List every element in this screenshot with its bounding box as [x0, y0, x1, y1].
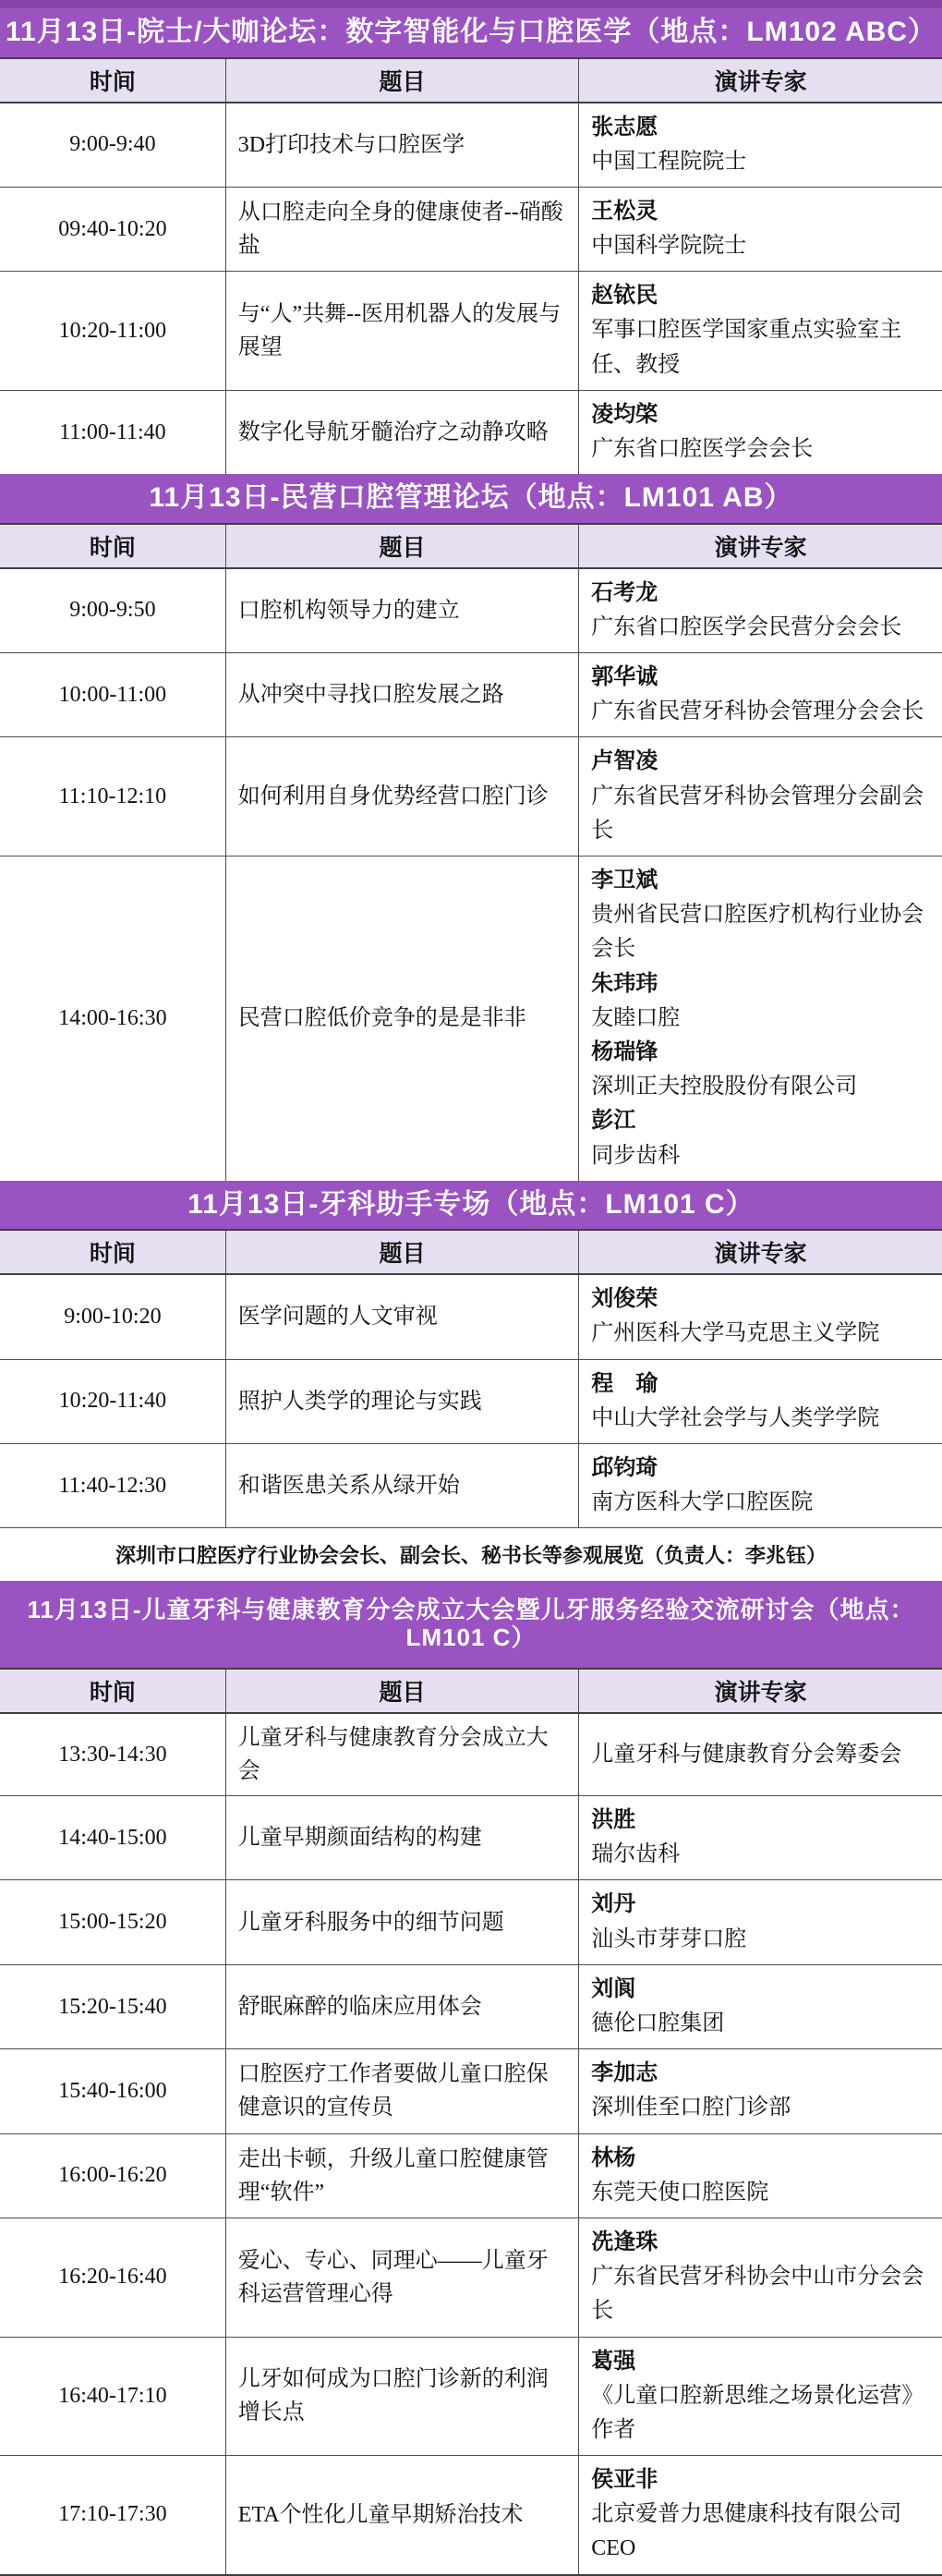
topic-cell: 口腔机构领导力的建立 — [226, 569, 580, 652]
schedule-row — [0, 103, 942, 187]
schedule-row — [0, 187, 942, 271]
topic-cell: 儿童早期颜面结构的构建 — [226, 1796, 580, 1879]
schedule-row — [0, 390, 942, 474]
speaker-affiliation: 中国工程院院士 — [591, 149, 747, 174]
column-header-topic: 题目 — [226, 1670, 580, 1712]
speaker-cell — [579, 2456, 942, 2574]
speaker-affiliation: 北京爱普力思健康科技有限公司CEO — [591, 2502, 902, 2561]
topic-cell: 医学问题的人文审视 — [226, 1275, 580, 1358]
column-header-topic: 题目 — [226, 59, 580, 102]
speaker-affiliation: 广东省口腔医学会民营分会会长 — [591, 614, 902, 639]
column-header-row — [0, 1229, 942, 1275]
section-title-bar: 11月13日-牙科助手专场（地点：LM101 C） — [0, 1181, 942, 1230]
forum-section — [0, 474, 942, 1181]
speaker-affiliation: 东莞天使口腔医院 — [591, 2180, 769, 2205]
speaker-name: 李卫斌 — [591, 869, 658, 893]
topic-cell: 数字化导航牙髓治疗之动静攻略 — [226, 391, 580, 474]
time-cell: 11:10-12:10 — [0, 737, 226, 856]
section-title-bar: 11月13日-儿童牙科与健康教育分会成立大会暨儿牙服务经验交流研讨会（地点：LM101 C） — [0, 1581, 942, 1668]
column-header-row — [0, 523, 942, 569]
topic-cell: 走出卡顿，升级儿童口腔健康管理“软件” — [226, 2134, 580, 2218]
speaker-name: 刘俊荣 — [591, 1287, 658, 1312]
speaker-cell — [579, 1880, 942, 1963]
schedule-row — [0, 1443, 942, 1527]
schedule-row — [0, 2455, 942, 2574]
speaker-cell — [579, 2049, 942, 2132]
speaker-name: 卢智凌 — [591, 749, 658, 774]
speaker-affiliation: 德伦口腔集团 — [591, 2011, 725, 2036]
forum-section — [0, 1581, 942, 2573]
time-cell: 9:00-10:20 — [0, 1275, 226, 1358]
speaker-cell — [579, 1360, 942, 1443]
time-cell: 9:00-9:40 — [0, 103, 226, 187]
speaker-cell — [579, 391, 942, 474]
speaker-name: 张志愿 — [591, 115, 658, 140]
schedule-row — [0, 1964, 942, 2048]
time-cell: 13:30-14:30 — [0, 1714, 226, 1795]
column-header-time: 时间 — [0, 1670, 226, 1712]
topic-cell: 儿牙如何成为口腔门诊新的利润增长点 — [226, 2338, 580, 2456]
speaker-cell — [579, 1444, 942, 1527]
column-header-topic: 题目 — [226, 525, 580, 567]
speaker-affiliation: 同步齿科 — [591, 1143, 681, 1168]
topic-cell: 口腔医疗工作者要做儿童口腔保健意识的宣传员 — [226, 2049, 580, 2132]
speaker-cell — [579, 272, 942, 390]
speaker-cell — [579, 857, 942, 1181]
section-rows — [0, 569, 942, 1181]
time-cell: 9:00-9:50 — [0, 569, 226, 652]
speaker-affiliation: 儿童牙科与健康教育分会筹委会 — [591, 1742, 902, 1767]
speaker-affiliation: 友睦口腔 — [591, 1005, 681, 1030]
column-header-topic: 题目 — [226, 1231, 580, 1273]
time-cell: 15:40-16:00 — [0, 2049, 226, 2132]
time-cell: 10:00-11:00 — [0, 653, 226, 736]
schedule-row — [0, 1359, 942, 1443]
topic-cell: 民营口腔低价竞争的是是非非 — [226, 857, 580, 1181]
speaker-affiliation: 中山大学社会学与人类学学院 — [591, 1405, 880, 1430]
column-header-row — [0, 1668, 942, 1714]
schedule-row — [0, 652, 942, 736]
speaker-name: 冼逢珠 — [591, 2230, 658, 2254]
speaker-affiliation: 广东省口腔医学会会长 — [591, 437, 814, 461]
top-border-strip — [0, 0, 942, 8]
schedule-row — [0, 856, 942, 1181]
speaker-name: 刘丹 — [591, 1892, 636, 1917]
topic-cell: 舒眠麻醉的临床应用体会 — [226, 1965, 580, 2048]
time-cell: 11:40-12:30 — [0, 1444, 226, 1527]
time-cell: 10:20-11:00 — [0, 272, 226, 390]
topic-cell: 儿童牙科服务中的细节问题 — [226, 1880, 580, 1963]
topic-cell: 照护人类学的理论与实践 — [226, 1360, 580, 1443]
speaker-cell — [579, 1275, 942, 1358]
schedule-row — [0, 736, 942, 856]
exhibition-note-row: 深圳市口腔医疗行业协会会长、副会长、秘书长等参观展览（负责人：李兆钰） — [0, 1527, 942, 1581]
schedule-row — [0, 1275, 942, 1358]
time-cell: 17:10-17:30 — [0, 2456, 226, 2574]
speaker-affiliation: 《儿童口腔新思维之场景化运营》作者 — [591, 2383, 924, 2442]
time-cell: 16:00-16:20 — [0, 2134, 226, 2218]
schedule-row — [0, 569, 942, 652]
speaker-name: 凌均棨 — [591, 402, 658, 427]
column-header-time: 时间 — [0, 59, 226, 102]
speaker-cell — [579, 737, 942, 856]
speaker-name: 洪胜 — [591, 1808, 636, 1833]
speaker-affiliation: 军事口腔医学国家重点实验室主任、教授 — [591, 318, 902, 377]
speaker-name: 王松灵 — [591, 199, 658, 224]
speaker-cell — [579, 2218, 942, 2337]
speaker-affiliation: 南方医科大学口腔医院 — [591, 1490, 814, 1515]
topic-cell: 从口腔走向全身的健康使者--硝酸盐 — [226, 188, 580, 271]
speaker-cell — [579, 2134, 942, 2218]
topic-cell: 爱心、专心、同理心——儿童牙科运营管理心得 — [226, 2218, 580, 2337]
section-rows — [0, 103, 942, 475]
time-cell: 14:40-15:00 — [0, 1796, 226, 1879]
speaker-name: 刘阆 — [591, 1976, 636, 2001]
column-header-time: 时间 — [0, 525, 226, 567]
time-cell: 16:40-17:10 — [0, 2338, 226, 2456]
column-header-row — [0, 57, 942, 103]
section-rows — [0, 1275, 942, 1527]
speaker-name: 赵铱民 — [591, 284, 658, 309]
speaker-name: 朱玮玮 — [591, 971, 658, 996]
schedule-row — [0, 2133, 942, 2218]
column-header-time: 时间 — [0, 1231, 226, 1273]
schedule-row — [0, 1714, 942, 1795]
time-cell: 09:40-10:20 — [0, 188, 226, 271]
topic-cell: 与“人”共舞--医用机器人的发展与展望 — [226, 272, 580, 390]
topic-cell: ETA个性化儿童早期矫治技术 — [226, 2456, 580, 2574]
time-cell: 10:20-11:40 — [0, 1360, 226, 1443]
speaker-cell — [579, 1796, 942, 1879]
speaker-cell — [579, 103, 942, 187]
speaker-cell — [579, 2338, 942, 2456]
speaker-name: 杨瑞锋 — [591, 1039, 658, 1064]
topic-cell: 3D打印技术与口腔医学 — [226, 103, 580, 187]
section-rows — [0, 1714, 942, 2574]
section-title-bar: 11月13日-民营口腔管理论坛（地点：LM101 AB） — [0, 474, 942, 523]
speaker-affiliation: 深圳正夫控股股份有限公司 — [591, 1075, 858, 1100]
speaker-affiliation: 广东省民营牙科协会管理分会副会长 — [591, 784, 924, 843]
speaker-affiliation: 广东省民营牙科协会管理分会会长 — [591, 699, 924, 724]
forum-section — [0, 1181, 942, 1582]
speaker-affiliation: 中国科学院院士 — [591, 234, 747, 259]
topic-cell: 如何利用自身优势经营口腔门诊 — [226, 737, 580, 856]
topic-cell: 和谐医患关系从绿开始 — [226, 1444, 580, 1527]
speaker-affiliation: 贵州省民营口腔医疗机构行业协会会长 — [591, 903, 924, 962]
speaker-name: 李加志 — [591, 2061, 658, 2086]
schedule-row — [0, 2218, 942, 2337]
speaker-cell — [579, 569, 942, 652]
column-header-speaker: 演讲专家 — [714, 1680, 807, 1707]
schedule-row — [0, 2048, 942, 2132]
speaker-name: 邱钧琦 — [591, 1455, 658, 1480]
forum-section — [0, 8, 942, 474]
speaker-affiliation: 汕头市芽芽口腔 — [591, 1926, 747, 1951]
speaker-cell — [579, 188, 942, 271]
column-header-speaker: 演讲专家 — [714, 534, 807, 561]
time-cell: 14:00-16:30 — [0, 857, 226, 1181]
speaker-name: 郭华诚 — [591, 665, 658, 690]
time-cell: 15:20-15:40 — [0, 1965, 226, 2048]
column-header-speaker: 演讲专家 — [714, 1241, 807, 1268]
speaker-cell — [579, 653, 942, 736]
speaker-affiliation: 深圳佳至口腔门诊部 — [591, 2096, 791, 2120]
topic-cell: 儿童牙科与健康教育分会成立大会 — [226, 1714, 580, 1795]
schedule-row — [0, 271, 942, 390]
speaker-affiliation: 广东省民营牙科协会中山市分会会长 — [591, 2265, 924, 2324]
speaker-cell — [579, 1965, 942, 2048]
time-cell: 16:20-16:40 — [0, 2218, 226, 2337]
column-header-speaker: 演讲专家 — [714, 68, 807, 95]
time-cell: 15:00-15:20 — [0, 1880, 226, 1963]
schedule-row — [0, 1795, 942, 1879]
speaker-affiliation: 瑞尔齿科 — [591, 1842, 681, 1867]
speaker-affiliation: 广州医科大学马克思主义学院 — [591, 1321, 880, 1346]
time-cell: 11:00-11:40 — [0, 391, 226, 474]
topic-cell: 从冲突中寻找口腔发展之路 — [226, 653, 580, 736]
schedule-row — [0, 1879, 942, 1963]
schedule-row — [0, 2337, 942, 2456]
speaker-cell — [579, 1714, 942, 1795]
speaker-name: 侯亚非 — [591, 2468, 658, 2493]
speaker-name: 彭江 — [591, 1109, 636, 1134]
section-title-bar: 11月13日-院士/大咖论坛：数字智能化与口腔医学（地点：LM102 ABC） — [0, 8, 942, 57]
speaker-name: 石考龙 — [591, 580, 658, 605]
speaker-name: 葛强 — [591, 2349, 636, 2374]
speaker-name: 程 瑜 — [591, 1371, 658, 1396]
speaker-name: 林杨 — [591, 2145, 636, 2170]
